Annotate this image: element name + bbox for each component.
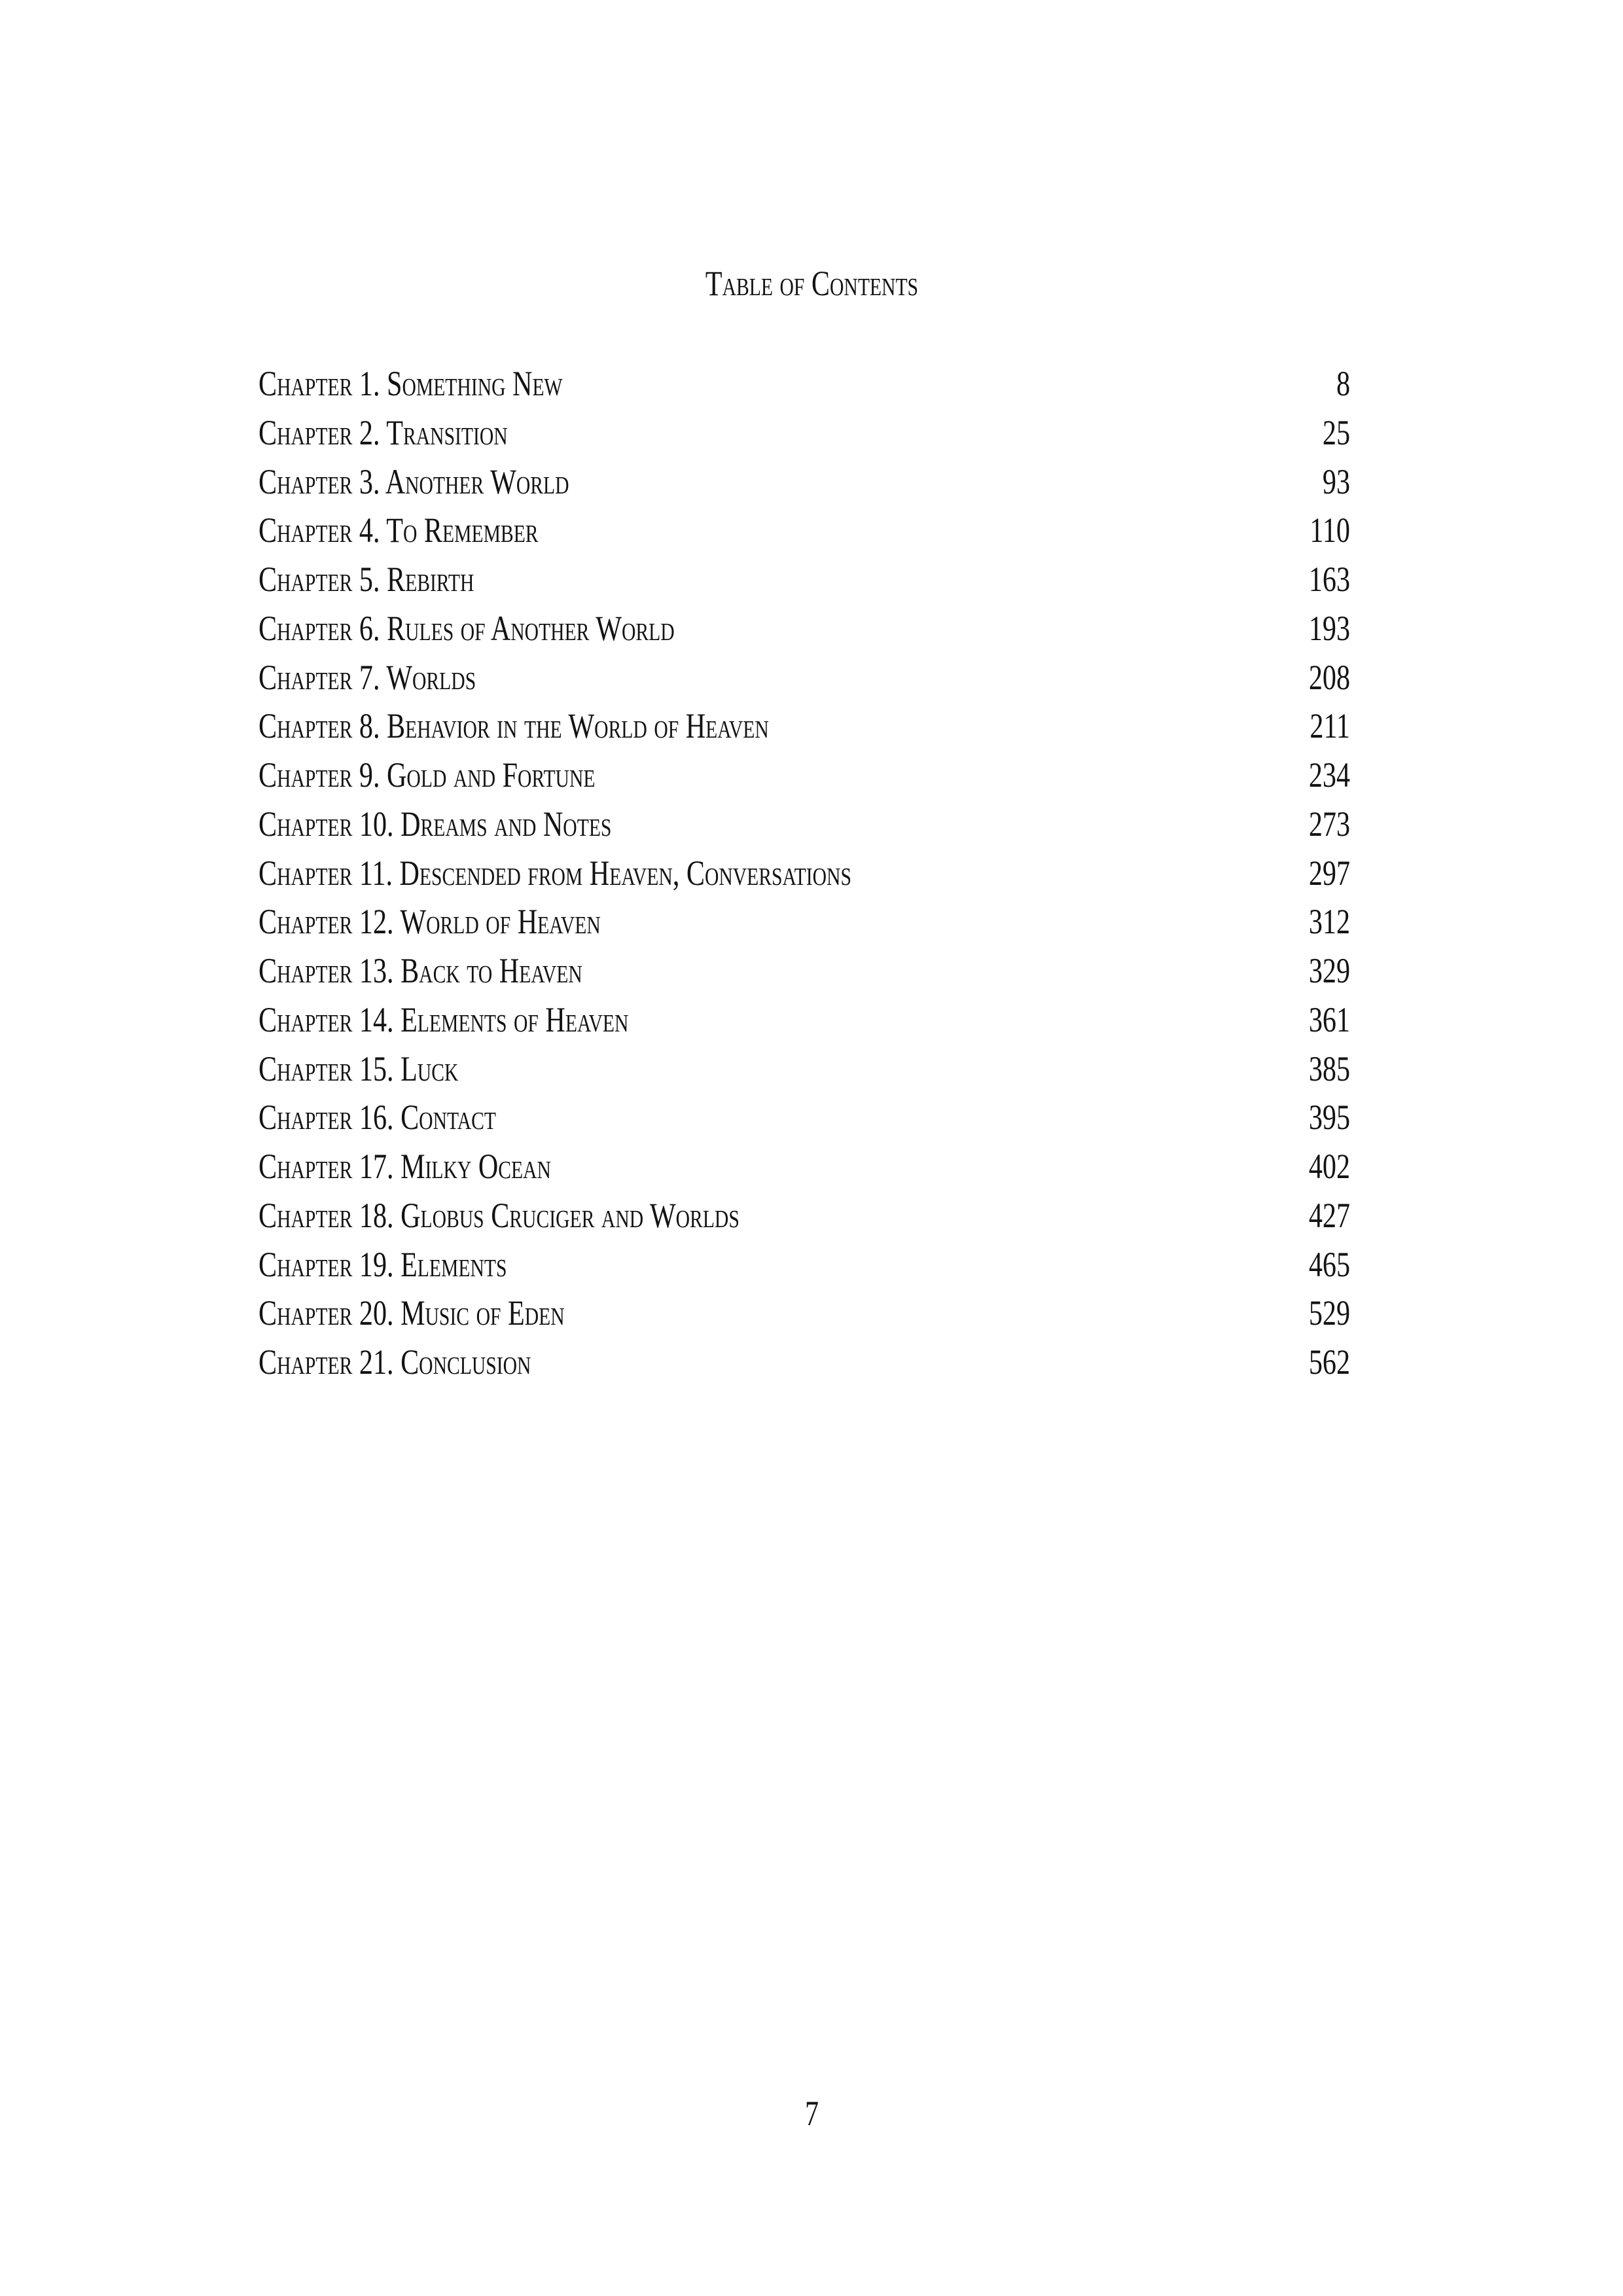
toc-entry-page-number: 395 bbox=[1308, 1098, 1350, 1138]
toc-entry-page-number: 329 bbox=[1308, 951, 1350, 990]
toc-entry-label: Chapter 5. Rebirth bbox=[259, 560, 474, 599]
toc-entry bbox=[259, 996, 1350, 1045]
toc-entry bbox=[259, 408, 1350, 457]
toc-entry bbox=[259, 1240, 1350, 1289]
toc-entry-page-number: 385 bbox=[1308, 1049, 1350, 1088]
toc-entry-page-number: 297 bbox=[1308, 853, 1350, 893]
toc-entry-label: Chapter 18. Globus Cruciger and Worlds bbox=[259, 1195, 740, 1235]
toc-entry-page-number: 208 bbox=[1308, 657, 1350, 697]
toc-entry-page-number: 529 bbox=[1308, 1293, 1350, 1333]
toc-entry-label: Chapter 13. Back to Heaven bbox=[259, 951, 582, 990]
toc-entry bbox=[259, 751, 1350, 800]
toc-entry-label: Chapter 3. Another World bbox=[259, 461, 569, 501]
toc-entry bbox=[259, 897, 1350, 946]
toc-entry-label: Chapter 12. World of Heaven bbox=[259, 902, 601, 942]
toc-entry bbox=[259, 1142, 1350, 1191]
footer-page-number-text: 7 bbox=[804, 2094, 819, 2133]
toc-entry bbox=[259, 1045, 1350, 1094]
toc-entry-label: Chapter 16. Contact bbox=[259, 1098, 497, 1138]
toc-entry-page-number: 402 bbox=[1308, 1147, 1350, 1186]
toc-entry-page-number: 93 bbox=[1322, 461, 1350, 501]
toc-entry-label: Chapter 17. Milky Ocean bbox=[259, 1147, 551, 1186]
toc-entry bbox=[259, 1338, 1350, 1387]
page-title bbox=[0, 264, 1623, 303]
toc-entry-label: Chapter 20. Music of Eden bbox=[259, 1293, 565, 1333]
toc-entry-page-number: 361 bbox=[1308, 999, 1350, 1039]
toc-entry-page-number: 110 bbox=[1310, 511, 1350, 550]
toc-entry bbox=[259, 359, 1350, 408]
toc-entry-page-number: 562 bbox=[1308, 1342, 1350, 1382]
toc-entry-page-number: 312 bbox=[1308, 902, 1350, 942]
toc-entry-page-number: 273 bbox=[1308, 804, 1350, 844]
toc-entry-label: Chapter 9. Gold and Fortune bbox=[259, 755, 596, 795]
toc-entry bbox=[259, 653, 1350, 702]
toc-entry-label: Chapter 7. Worlds bbox=[259, 657, 476, 697]
toc-entry bbox=[259, 946, 1350, 996]
toc-entry-page-number: 8 bbox=[1336, 364, 1350, 403]
page-title-text: Table of Contents bbox=[705, 264, 918, 303]
toc-entry-label: Chapter 10. Dreams and Notes bbox=[259, 804, 612, 844]
toc-entry-label: Chapter 6. Rules of Another World bbox=[259, 608, 675, 648]
footer-page-number bbox=[0, 2094, 1623, 2133]
toc-entry-page-number: 163 bbox=[1308, 560, 1350, 599]
toc-entry bbox=[259, 702, 1350, 751]
table-of-contents bbox=[259, 359, 1350, 1387]
toc-entry-page-number: 465 bbox=[1308, 1244, 1350, 1284]
toc-entry bbox=[259, 1093, 1350, 1142]
toc-entry-label: Chapter 21. Conclusion bbox=[259, 1342, 531, 1382]
toc-entry-page-number: 25 bbox=[1322, 412, 1350, 452]
toc-entry-page-number: 427 bbox=[1308, 1195, 1350, 1235]
toc-entry bbox=[259, 1289, 1350, 1338]
toc-entry-label: Chapter 8. Behavior in the World of Heaven bbox=[259, 706, 769, 746]
toc-entry bbox=[259, 604, 1350, 653]
toc-entry bbox=[259, 555, 1350, 604]
toc-entry-label: Chapter 2. Transition bbox=[259, 412, 508, 452]
toc-entry bbox=[259, 506, 1350, 555]
toc-entry bbox=[259, 1191, 1350, 1240]
toc-entry bbox=[259, 849, 1350, 898]
toc-entry-label: Chapter 4. To Remember bbox=[259, 511, 539, 550]
toc-entry-label: Chapter 19. Elements bbox=[259, 1244, 507, 1284]
toc-entry-page-number: 234 bbox=[1308, 755, 1350, 795]
toc-entry-page-number: 193 bbox=[1308, 608, 1350, 648]
toc-entry bbox=[259, 457, 1350, 507]
toc-entry-label: Chapter 15. Luck bbox=[259, 1049, 459, 1088]
toc-entry bbox=[259, 800, 1350, 849]
toc-entry-label: Chapter 1. Something New bbox=[259, 364, 563, 403]
toc-entry-label: Chapter 11. Descended from Heaven, Conversations bbox=[259, 853, 851, 893]
toc-entry-page-number: 211 bbox=[1310, 706, 1350, 746]
toc-entry-label: Chapter 14. Elements of Heaven bbox=[259, 999, 629, 1039]
